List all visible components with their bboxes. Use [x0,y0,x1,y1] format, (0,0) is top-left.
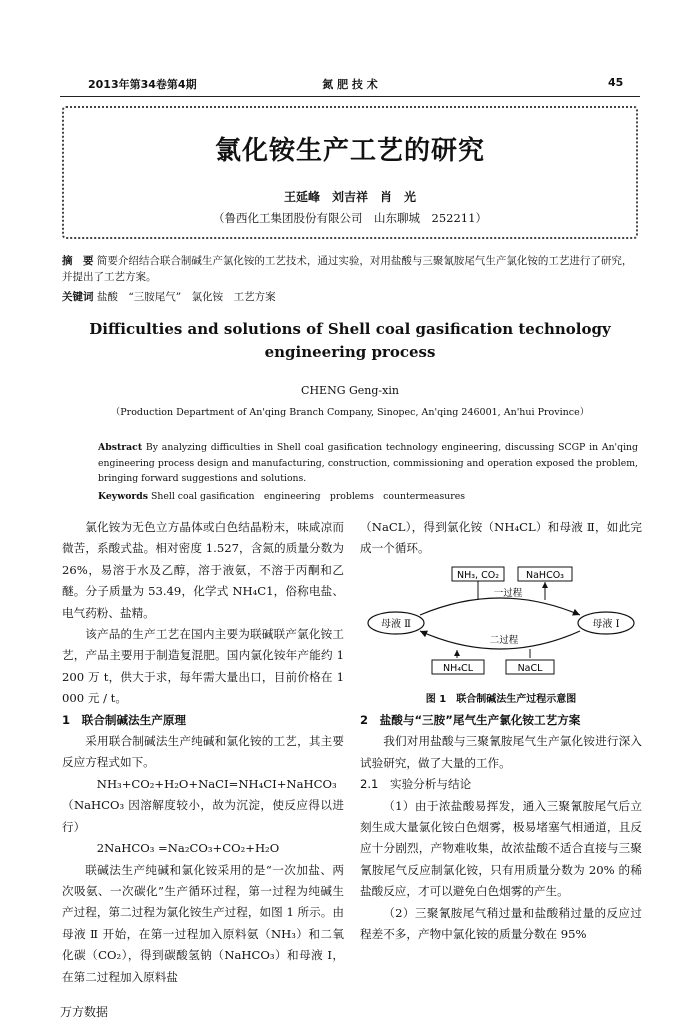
label-nh3-co2: NH₃, CO₂ [456,570,500,581]
left-paragraph-3: 采用联合制碱法生产纯碱和氯化铵的工艺，其主要反应方程式如下。 [62,734,344,770]
page-number: 45 [608,76,624,89]
label-nahco3: NaHCO₃ [526,570,564,581]
right-paragraph-1: （NaCL），得到氯化铵（NH₄CL）和母液 Ⅱ，如此完成一个循环。 [360,520,642,556]
english-keywords-label: Keywords [98,491,149,502]
english-abstract [98,440,638,487]
figure-1-diagram [360,563,642,685]
label-mother-liquor-2: 母液 Ⅱ [381,619,411,630]
english-author: CHENG Geng-xin [301,384,399,397]
equation-1: NH₃+CO₂+H₂O+NaCI=NH₄CI+NaHCO₃ [96,776,337,791]
section-2-1-heading: 2.1 实验分析与结论 [360,777,472,792]
section-1-heading: 1 联合制碱法生产原理 [62,712,187,727]
left-paragraph-1: 氯化铵为无色立方晶体或白色结晶粉末，味咸凉而微苦，系酸式盐。相对密度 1.527，含氮的质量分数为 26%，易溶于水及乙醇，溶于液氨，不溶于丙酮和乙醚。分子质量为 53.49，化学式 NH₄C1，俗称电盐、电气药粉、盐精。 [62,520,344,620]
label-mother-liquor-1: 母液 I [592,619,620,630]
keywords-cn [62,289,638,305]
english-affiliation: （Production Department of An'qing Branch Company, Sinopec, An'qing 246001, An'hui Province） [110,407,590,418]
english-abstract-text: By analyzing difficulties in Shell coal gasification technology engineering, discussing SCGP in An'qing engineering process design and manufacturing, construction, commissioning and operation exposed the problem, bringing forward suggestions and solutions. [98,442,638,484]
keywords-cn-label: 关键词 [62,291,94,303]
right-column-top [360,517,642,560]
label-process-one: 一过程 [493,588,523,599]
english-keywords [98,488,638,502]
left-paragraph-2: 该产品的生产工艺在国内主要为联碱联产氯化铵工艺，产品主要用于制造复混肥。国内氯化铵年产能约 1 200 万 t，供大于求，每年需大量出口，目前价格在 1 000 元 / t。 [62,627,344,706]
section-2-heading: 2 盐酸与“三胺”尾气生产氯化铵工艺方案 [360,713,581,727]
journal-name: 氮 肥 技 术 [322,78,378,91]
left-paragraph-5: 联碱法生产纯碱和氯化铵采用的是“一次加盐、两次吸氨、一次碳化”生产循环过程，第一过程为纯碱生产过程，第二过程为氯化铵生产过程，如图 1 所示。由母液 Ⅱ 开始，在第一过程加入原料氨（NH₃）和二氧化碳（CO₂），得到碳酸氢钠（NaHCO₃）和母液 I，在第二过程加入原料盐 [62,862,344,984]
abstract-cn-label: 摘 要 [62,255,94,267]
header-rule [60,96,640,97]
authors: 王延峰 刘吉祥 肖 光 [283,190,416,204]
english-title-line-1: Difficulties and solutions of Shell coal gasification technology [89,320,611,338]
paper-title: 氯化铵生产工艺的研究 [214,136,485,166]
english-title-line-2: engineering process [264,343,436,361]
figure-1-caption: 图 1 联合制碱法生产过程示意图 [425,694,577,705]
right-column-bottom [360,710,642,945]
right-paragraph-4: （2）三聚氰胺尾气稍过量和盐酸稍过量的反应过程差不多，产物中氯化铵的质量分数在 95% [360,905,642,942]
english-abstract-label: Abstract [98,442,143,453]
abstract-cn [62,253,638,285]
issue-info: 2013年第34卷第4期 [88,78,197,91]
label-nh4cl: NH₄CL [443,663,473,674]
right-paragraph-2: 我们对用盐酸与三聚氰胺尾气生产氯化铵进行深入试验研究，做了大量的工作。 [360,734,642,770]
label-nacl: NaCL [517,663,543,674]
left-column [62,517,344,988]
left-paragraph-4: （NaHCO₃ 因溶解度较小，故为沉淀，使反应得以进行） [62,798,344,834]
english-keywords-text: Shell coal gasification engineering problems countermeasures [151,491,465,502]
label-process-two: 二过程 [489,635,519,646]
affiliation: （鲁西化工集团股份有限公司 山东聊城 252211） [213,211,487,225]
keywords-cn-text: 盐酸 “三胺尾气” 氯化铵 工艺方案 [96,291,276,303]
equation-2: 2NaHCO₃ =Na₂CO₃+CO₂+H₂O [96,841,280,856]
footer-watermark: 万方数据 [60,1005,109,1019]
abstract-cn-text: 简要介绍结合联合制碱生产氯化铵的工艺技术，通过实验，对用盐酸与三聚氰胺尾气生产氯化铵的工艺进行了研究，并提出了工艺方案。 [62,255,633,283]
right-paragraph-3: （1）由于浓盐酸易挥发，通入三聚氰胺尾气后立刻生成大量氯化铵白色烟雾，极易堵塞气相通道，且反应十分剧烈，产物难收集，故浓盐酸不适合直接与三聚氰胺尾气反应制氯化铵，只有用质量分数为 20% 的稀盐酸反应，才可以避免白色烟雾的产生。 [360,798,642,899]
arc-process-one [420,598,580,615]
